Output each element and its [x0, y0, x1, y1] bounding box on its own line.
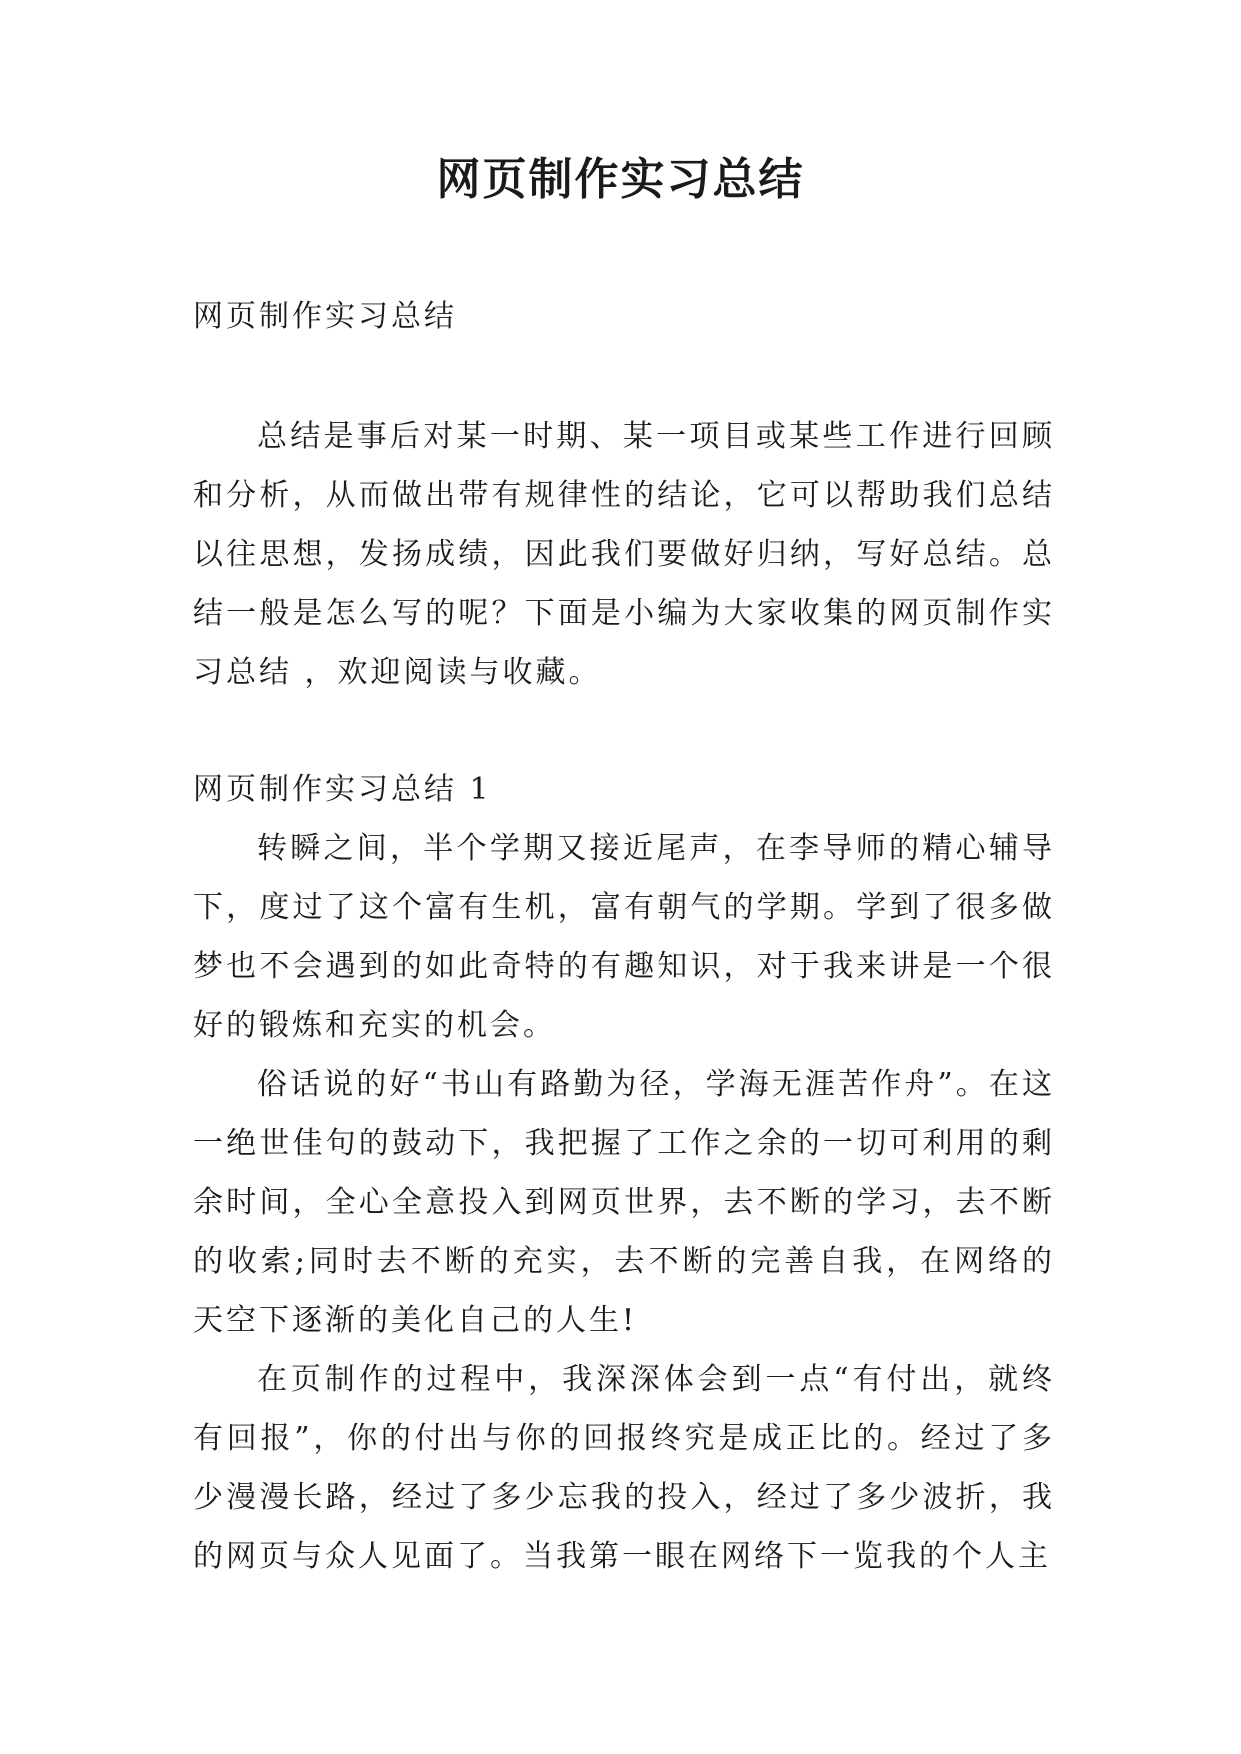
document-subtitle: 网页制作实习总结	[193, 299, 457, 334]
body-paragraph-2: 俗话说的好“书山有路勤为径，学海无涯苦作舟”。在这一绝世佳句的鼓动下，我把握了工作之余的一切可利用的剩余时间，全心全意投入到网页世界，去不断的学习，去不断的收索;同时去不断的充实，去不断的完善自我，在网络的天空下逐渐的美化自己的人生!	[193, 1067, 1055, 1338]
intro-paragraph: 总结是事后对某一时期、某一项目或某些工作进行回顾和分析，从而做出带有规律性的结论，它可以帮助我们总结以往思想，发扬成绩，因此我们要做好归纳，写好总结。总结一般是怎么写的呢？下面是小编为大家收集的网页制作实习总结 ，欢迎阅读与收藏。	[193, 419, 1055, 690]
body-paragraph-3: 在页制作的过程中，我深深体会到一点“有付出，就终有回报”，你的付出与你的回报终究是成正比的。经过了多少漫漫长路，经过了多少忘我的投入，经过了多少波折，我的网页与众人见面了。当我第一眼在网络下一览我的个人主	[193, 1362, 1055, 1574]
section-heading: 网页制作实习总结 1	[193, 772, 492, 807]
document-title: 网页制作实习总结	[436, 154, 805, 205]
body-paragraph-1: 转瞬之间，半个学期又接近尾声，在李导师的精心辅导下，度过了这个富有生机，富有朝气的学期。学到了很多做梦也不会遇到的如此奇特的有趣知识，对于我来讲是一个很好的锻炼和充实的机会。	[193, 831, 1055, 1043]
spacer	[193, 346, 1055, 407]
document-body	[193, 287, 1055, 1586]
spacer	[193, 702, 1055, 760]
